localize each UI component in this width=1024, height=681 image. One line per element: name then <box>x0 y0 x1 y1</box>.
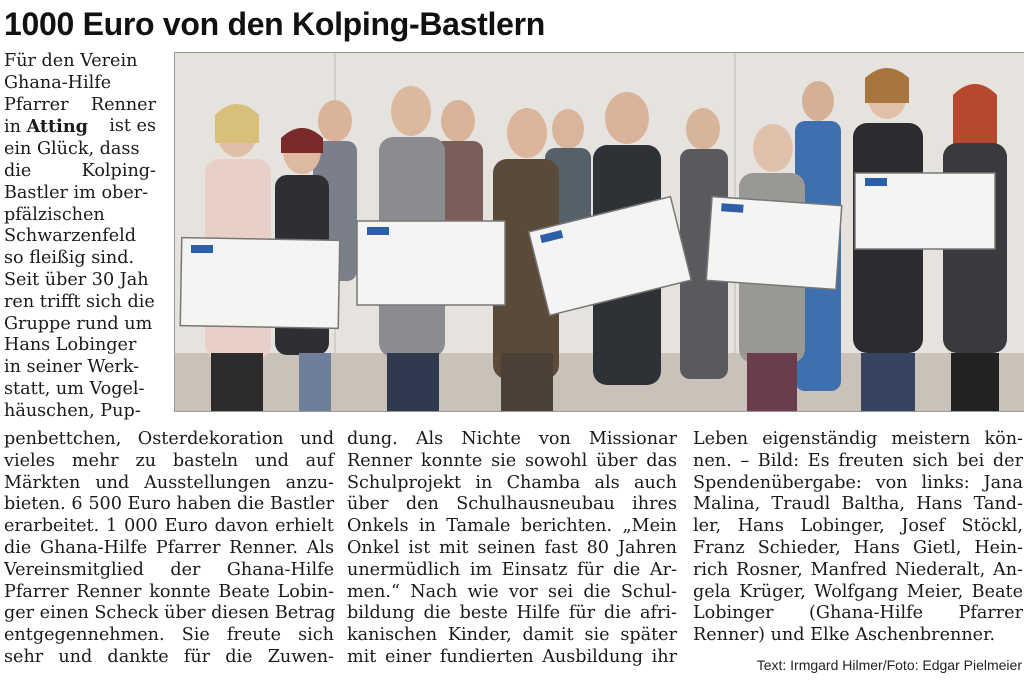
text-line: Renner) und Elke Aschenbrenner. <box>693 625 996 646</box>
text-line: ger einen Scheck über diesen Betrag <box>4 603 336 624</box>
text-line: Lobinger (Ghana-Hilfe Pfarrer <box>693 603 1023 624</box>
text-line: Spendenübergabe: von links: Jana <box>693 472 1023 493</box>
text-line: statt, um Vogel- <box>4 378 145 399</box>
group-photo <box>174 52 1024 412</box>
text-line <box>4 116 156 139</box>
text-line: Leben eigenständig meistern kön- <box>693 429 1023 449</box>
article-column-1 <box>4 429 334 669</box>
text-line: Gruppe rund um <box>4 313 153 334</box>
place-name: Atting <box>26 116 88 138</box>
text-line: die Ghana-Hilfe Pfarrer Renner. Als <box>4 537 334 558</box>
text-line: Märkten und Ausstellungen anzu- <box>4 472 334 493</box>
text-line: Vereinsmitglied der Ghana-Hilfe <box>4 559 334 580</box>
text-line: bildung die beste Hilfe für die afri- <box>347 603 677 624</box>
photo-illustration <box>175 53 1024 411</box>
text-line: erarbeitet. 1 000 Euro davon erhielt <box>4 516 334 537</box>
text-line: Franz Schieder, Hans Gietl, Hein- <box>693 537 1023 558</box>
text-line: mit einer fundierten Ausbildung ihr <box>347 646 677 667</box>
text-line: über den Schulhausneubau ihres <box>347 494 677 515</box>
text-line: Malina, Traudl Baltha, Hans Tand- <box>693 494 1023 515</box>
text-line: Schwarzenfeld <box>4 226 137 247</box>
text-line: Für den Verein <box>4 51 138 71</box>
text-line: Renner konnte sie sowohl über das <box>347 450 677 471</box>
text-line: vieles mehr zu basteln und auf <box>4 450 334 471</box>
text-line: ler, Hans Lobinger, Josef Stöckl, <box>693 516 1023 537</box>
text-line: Ghana-Hilfe <box>4 72 112 93</box>
text-line: entgegennehmen. Sie freute sich <box>4 625 334 646</box>
text-line: sehr und dankte für die Zuwen- <box>4 646 334 667</box>
article-column-2 <box>347 429 677 669</box>
text-fragment: in Atting <box>4 116 88 138</box>
text-line: ren trifft sich die <box>4 291 155 312</box>
text-line: häuschen, Pup- <box>4 400 141 421</box>
text-line: bieten. 6 500 Euro haben die Bastler <box>4 494 334 515</box>
text-line: men.“ Nach wie vor sei die Schul- <box>347 581 677 602</box>
text-fragment: Kolping- <box>81 160 156 181</box>
text-line: dung. Als Nichte von Missionar <box>347 429 677 449</box>
text-line: ein Glück, dass <box>4 139 140 160</box>
headline: 1000 Euro von den Kolping-Bastlern <box>4 6 546 42</box>
text-line: unermüdlich im Einsatz für die Ar- <box>347 559 677 580</box>
photo-credit: Text: Irmgard Hilmer/Foto: Edgar Pielmeier <box>756 657 1022 673</box>
text-fragment: die <box>4 160 32 181</box>
article-column-3 <box>693 429 1023 647</box>
text-line: Hans Lobinger <box>4 335 137 356</box>
text-line: Onkel ist mit seinen fast 80 Jahren <box>347 537 677 558</box>
text-line: Seit über 30 Jah <box>4 269 149 290</box>
text-line: penbettchen, Osterdekoration und <box>4 429 334 449</box>
text-line: Pfarrer Renner <box>4 94 156 115</box>
text-line: rich Rosner, Manfred Niederalt, An- <box>693 559 1023 580</box>
text-fragment: ist es <box>109 116 156 137</box>
text-line: Onkels in Tamale berichten. „Mein <box>347 516 677 537</box>
text-line: nen. – Bild: Es freuten sich bei der <box>693 450 1023 471</box>
text-line: gela Krüger, Wolfgang Meier, Beate <box>693 581 1023 602</box>
text-line: Schulprojekt in Chamba als auch <box>347 472 677 493</box>
text-line: pfälzischen <box>4 204 105 225</box>
text-line: kanischen Kinder, damit sie später <box>347 625 677 646</box>
intro-column <box>4 51 156 423</box>
text-line: in seiner Werk- <box>4 357 140 378</box>
text-line: so fleißig sind. <box>4 248 135 269</box>
text-line <box>4 161 156 183</box>
text-line: Bastler im ober- <box>4 182 149 203</box>
text-line: Pfarrer Renner konnte Beate Lobin- <box>4 581 334 602</box>
